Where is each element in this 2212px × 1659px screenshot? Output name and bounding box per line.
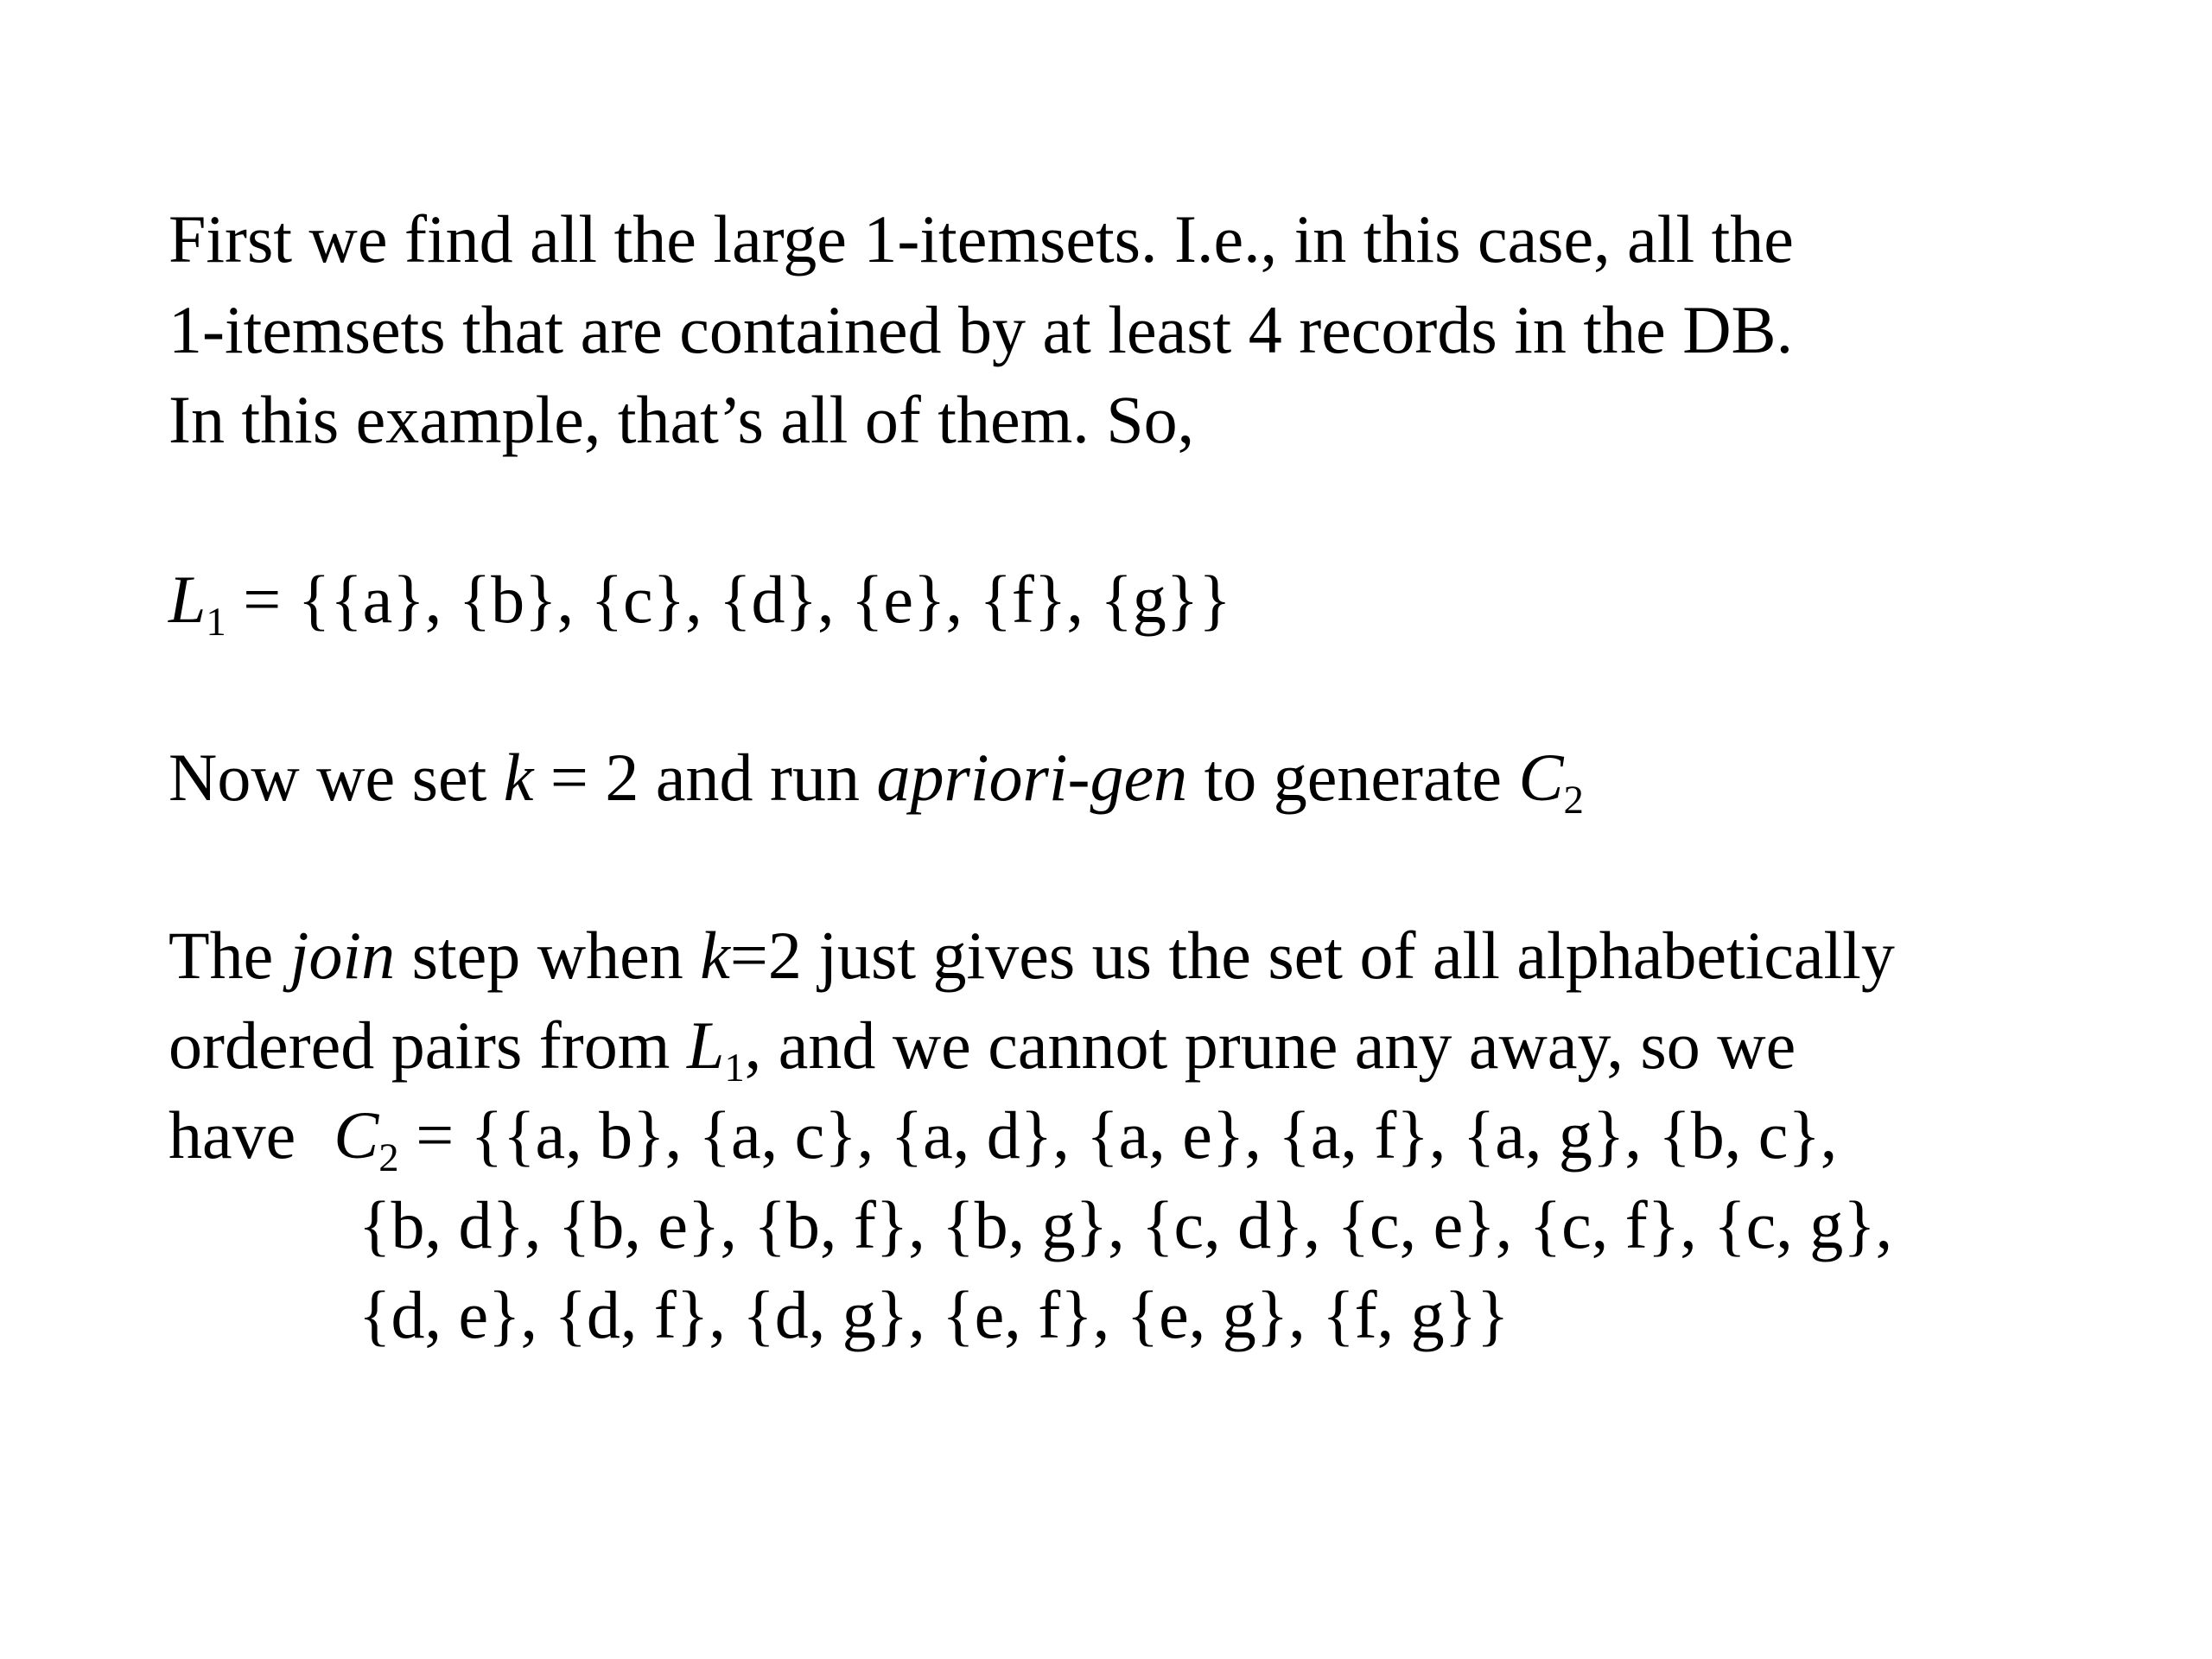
apriori-gen-term: apriori-gen — [876, 740, 1188, 815]
c2-equation-line-3: {d, e}, {d, f}, {d, g}, {e, f}, {e, g}, {f, g}} — [359, 1277, 1510, 1352]
have-text: have — [168, 1097, 296, 1173]
sentence-text-3: to generate — [1187, 740, 1519, 815]
apriori-gen-sentence — [168, 740, 1584, 823]
c-subscript: 2 — [1563, 777, 1584, 823]
k-variable: k — [700, 918, 730, 993]
intro-line-2: 1-itemsets that are contained by at least 4 records in the DB. — [168, 292, 1794, 367]
join-text-5: , and we cannot prune any away, so we — [744, 1007, 1796, 1083]
l1-subscript: 1 — [206, 599, 226, 645]
l-variable: L — [686, 1007, 725, 1083]
join-text-3: =2 just gives us the set of all alphabetically — [729, 918, 1895, 993]
k-variable: k — [503, 740, 534, 815]
l1-equation — [168, 562, 1231, 645]
intro-line-1: First we find all the large 1-itemsets. I.e., in this case, all the — [168, 201, 1794, 276]
c-variable: C — [1518, 740, 1564, 815]
join-text-1: The — [168, 918, 290, 993]
join-line-2 — [168, 1007, 1796, 1090]
l1-variable: L — [168, 562, 207, 637]
join-text-4: ordered pairs from — [168, 1007, 687, 1083]
intro-line-3: In this example, that’s all of them. So, — [168, 382, 1195, 457]
c2-set-part-1: = {{a, b}, {a, c}, {a, d}, {a, e}, {a, f}, {a, g}, {b, c}, — [398, 1097, 1838, 1173]
join-line-1 — [168, 918, 1895, 993]
l-subscript: 1 — [724, 1045, 745, 1090]
l1-set: = {{a}, {b}, {c}, {d}, {e}, {f}, {g}} — [226, 562, 1231, 637]
c2-equation-line-2: {b, d}, {b, e}, {b, f}, {b, g}, {c, d}, {c, e}, {c, f}, {c, g}, — [359, 1187, 1893, 1262]
sentence-text-1: Now we set — [168, 740, 504, 815]
join-term: join — [289, 918, 396, 993]
join-text-2: step when — [395, 918, 701, 993]
c2-variable: C — [334, 1097, 379, 1173]
c2-equation-line-1 — [168, 1097, 1838, 1180]
sentence-text-2: = 2 and run — [533, 740, 877, 815]
c2-subscript: 2 — [378, 1135, 399, 1180]
